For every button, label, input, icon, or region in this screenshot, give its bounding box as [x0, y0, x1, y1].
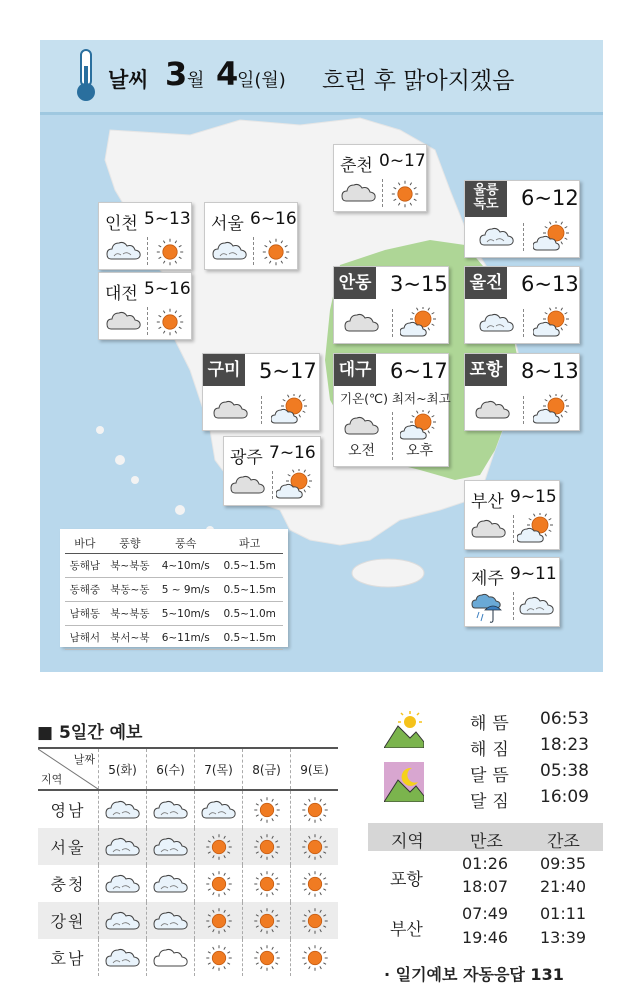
cloud-icon: [106, 239, 142, 267]
sea-header: 파고: [216, 533, 283, 554]
city-temp: 5~17: [259, 359, 317, 383]
city-tag: [203, 354, 245, 386]
sea-cell: 0.5~1.5m: [216, 578, 283, 602]
footer-note: · 일기예보 자동응답 131: [384, 965, 564, 984]
weather-map-panel: [40, 40, 603, 672]
city-name: 광주: [230, 448, 263, 468]
corner-region-label: 지역: [41, 773, 63, 786]
table-row: [65, 602, 283, 626]
rain-umbrella-icon: [471, 592, 507, 628]
thermometer-icon: [74, 48, 98, 104]
table-row: [38, 790, 338, 828]
table-row: [38, 865, 338, 902]
legend-pm-label: 오후: [406, 443, 434, 459]
legend-caption: 기온(℃) 최저~최고: [340, 391, 451, 406]
sea-cell: 0.5~1.0m: [216, 602, 283, 626]
city-name: 대구: [338, 360, 372, 380]
forecast-title: ■ 5일간 예보: [37, 723, 143, 743]
sea-cell: 5~10m/s: [155, 602, 216, 626]
city-name: 서울: [211, 214, 244, 234]
city-name: 부산: [471, 492, 504, 512]
cloud-icon: [471, 517, 507, 545]
cloud-icon: [519, 594, 555, 622]
header-summary: 흐린 후 맑아지겠음: [322, 68, 515, 94]
cloud-icon: [147, 835, 194, 859]
tide-low-time: 13:39: [540, 928, 587, 947]
city-temp: 6~17: [390, 359, 448, 383]
sunset-label: 해짐: [470, 740, 515, 760]
city-card-daejeon: [98, 272, 192, 340]
city-name: 울릉 독도: [473, 183, 499, 212]
tide-high-time: 01:26: [462, 854, 509, 873]
city-temp: 9~11: [510, 564, 557, 584]
city-tag: [465, 181, 507, 217]
tide-low-time: 21:40: [540, 877, 587, 896]
sea-conditions-table: [60, 529, 288, 647]
cloud-icon: [99, 872, 146, 896]
tide-header-location: 지역: [391, 832, 424, 852]
city-name: 대전: [105, 284, 138, 304]
sea-header: 풍속: [155, 533, 216, 554]
city-name: 안동: [338, 273, 372, 293]
sun-icon: [195, 907, 242, 935]
cloud-icon: [344, 311, 380, 339]
sun-icon: [261, 237, 291, 271]
sun-icon: [291, 870, 338, 898]
sea-cell: 동해중: [65, 578, 105, 602]
sea-cell: 북~북동: [105, 602, 155, 626]
sunrise-mountain-icon: [384, 708, 424, 748]
sea-cell: 북동~동: [105, 578, 155, 602]
tide-high-time: 07:49: [462, 904, 509, 923]
sun-icon: [155, 237, 185, 271]
corner-date-label: 날짜: [73, 753, 95, 766]
tide-body: [368, 851, 603, 956]
sea-cell: 5 ~ 9m/s: [155, 578, 216, 602]
sea-cell: 북~북동: [105, 554, 155, 578]
sun-behind-cloud-icon: [400, 307, 438, 343]
city-temp: 5~13: [144, 209, 191, 229]
sun-icon: [291, 796, 338, 824]
sun-icon: [243, 796, 290, 824]
header-label: 날씨: [108, 68, 149, 92]
sun-behind-cloud-icon: [271, 394, 309, 430]
city-card-gwangju: [223, 436, 321, 506]
city-temp: 8~13: [521, 359, 579, 383]
cloud-icon: [195, 798, 242, 822]
forecast-day-header: 9(토): [291, 748, 339, 790]
sea-cell: 남해서: [65, 626, 105, 650]
city-name: 제주: [471, 569, 504, 589]
city-card-busan: [464, 480, 560, 550]
tide-location: 포항: [390, 870, 423, 890]
cloud-icon: [99, 909, 146, 933]
sunrise-label: 해뜸: [470, 714, 515, 734]
forecast-region: 강원: [38, 902, 99, 939]
forecast-region: 충청: [38, 865, 99, 902]
city-temp: 7~16: [269, 443, 316, 463]
table-row: [38, 902, 338, 939]
city-card-ulleung-dokdo: [464, 180, 580, 258]
sun-icon: [155, 307, 185, 341]
sun-icon: [195, 870, 242, 898]
city-card-pohang: [464, 353, 580, 431]
sunrise-time: 06:53: [540, 709, 589, 729]
table-row: [38, 828, 338, 865]
sun-icon: [291, 833, 338, 861]
forecast-region: 영남: [38, 790, 99, 828]
sea-cell: 0.5~1.5m: [216, 554, 283, 578]
tide-header: [368, 823, 603, 851]
header-day-number: 4: [216, 55, 239, 93]
city-card-jeju: [464, 557, 560, 627]
sun-icon: [243, 870, 290, 898]
table-row: [65, 626, 283, 650]
city-tag: [334, 267, 376, 299]
tide-location: 부산: [390, 920, 423, 940]
forecast-table: [38, 747, 338, 976]
sun-icon: [291, 944, 338, 972]
jeju-island-shape: [352, 559, 424, 587]
sun-icon: [195, 833, 242, 861]
header-month-number: 3: [165, 55, 188, 93]
city-temp: 0~17: [379, 151, 426, 171]
city-tag: [465, 267, 507, 299]
sea-header: 바다: [65, 533, 105, 554]
city-card-seoul: [204, 202, 298, 270]
city-temp: 5~16: [144, 279, 191, 299]
sun-icon: [243, 833, 290, 861]
header-month-unit: 월: [187, 70, 205, 91]
forecast-region: 호남: [38, 939, 99, 976]
moonset-time: 16:09: [540, 787, 589, 807]
sea-cell: 6~11m/s: [155, 626, 216, 650]
cloud-icon: [147, 798, 194, 822]
cloud-icon: [341, 181, 377, 209]
moonrise-mountain-icon: [384, 762, 424, 802]
city-name: 울진: [469, 273, 503, 293]
sun-icon: [291, 907, 338, 935]
header-day-unit: 일(월): [237, 70, 286, 91]
tide-header-high: 만조: [470, 832, 503, 852]
city-card-uljin: [464, 266, 580, 344]
cloud-icon: [213, 398, 249, 426]
city-name: 포항: [469, 360, 503, 380]
forecast-corner-cell: [38, 748, 99, 790]
cloud-icon: [106, 309, 142, 337]
city-name: 인천: [105, 214, 138, 234]
table-row: [38, 939, 338, 976]
city-temp: 6~12: [521, 186, 579, 210]
sea-cell: 남해동: [65, 602, 105, 626]
sea-cell: 4~10m/s: [155, 554, 216, 578]
city-card-incheon: [98, 202, 192, 270]
cloud-icon: [479, 311, 515, 339]
forecast-day-header: 5(화): [99, 748, 147, 790]
cloud-icon: [475, 398, 511, 426]
city-tag: [334, 354, 376, 386]
header-band: [40, 40, 603, 115]
sun-behind-cloud-icon: [533, 221, 571, 257]
sun-behind-cloud-icon: [533, 307, 571, 343]
moonrise-time: 05:38: [540, 761, 589, 781]
table-row: [65, 554, 283, 578]
city-card-gumi: [202, 353, 320, 431]
cloud-icon: [99, 798, 146, 822]
sun-behind-cloud-icon: [533, 394, 571, 430]
sun-behind-cloud-icon: [517, 513, 555, 549]
legend-am-label: 오전: [348, 443, 376, 459]
city-name: 춘천: [340, 156, 373, 176]
tide-high-time: 19:46: [462, 928, 509, 947]
city-card-daegu: [333, 353, 449, 467]
sun-icon: [243, 944, 290, 972]
sea-cell: 북서~북: [105, 626, 155, 650]
moonset-label: 달짐: [470, 792, 515, 812]
sea-cell: 동해남: [65, 554, 105, 578]
cloud-icon: [212, 239, 248, 267]
sea-header: 풍향: [105, 533, 155, 554]
tide-header-low: 간조: [547, 832, 580, 852]
cloud-icon: [99, 835, 146, 859]
tide-low-time: 01:11: [540, 904, 587, 923]
city-tag: [465, 354, 507, 386]
sun-icon: [243, 907, 290, 935]
sun-icon: [390, 179, 420, 213]
cloud-icon: [99, 946, 146, 970]
cloud-icon: [147, 946, 194, 970]
city-name: 구미: [207, 360, 241, 380]
cloud-icon: [147, 872, 194, 896]
table-row: [65, 578, 283, 602]
sun-behind-cloud-icon: [276, 469, 314, 505]
cloud-icon: [479, 225, 515, 253]
city-card-andong: [333, 266, 449, 344]
city-temp: 6~16: [250, 209, 297, 229]
cloud-icon: [147, 909, 194, 933]
city-card-chuncheon: [333, 144, 427, 212]
city-temp: 9~15: [510, 487, 557, 507]
tide-high-time: 18:07: [462, 877, 509, 896]
cloud-icon: [344, 414, 380, 442]
sunset-time: 18:23: [540, 735, 589, 755]
tide-low-time: 09:35: [540, 854, 587, 873]
forecast-day-header: 6(수): [147, 748, 195, 790]
sun-icon: [195, 944, 242, 972]
sea-cell: 0.5~1.5m: [216, 626, 283, 650]
city-temp: 6~13: [521, 272, 579, 296]
moonrise-label: 달뜸: [470, 766, 515, 786]
forecast-day-header: 8(금): [243, 748, 291, 790]
cloud-icon: [230, 473, 266, 501]
forecast-region: 서울: [38, 828, 99, 865]
city-temp: 3~15: [390, 272, 448, 296]
forecast-day-header: 7(목): [195, 748, 243, 790]
